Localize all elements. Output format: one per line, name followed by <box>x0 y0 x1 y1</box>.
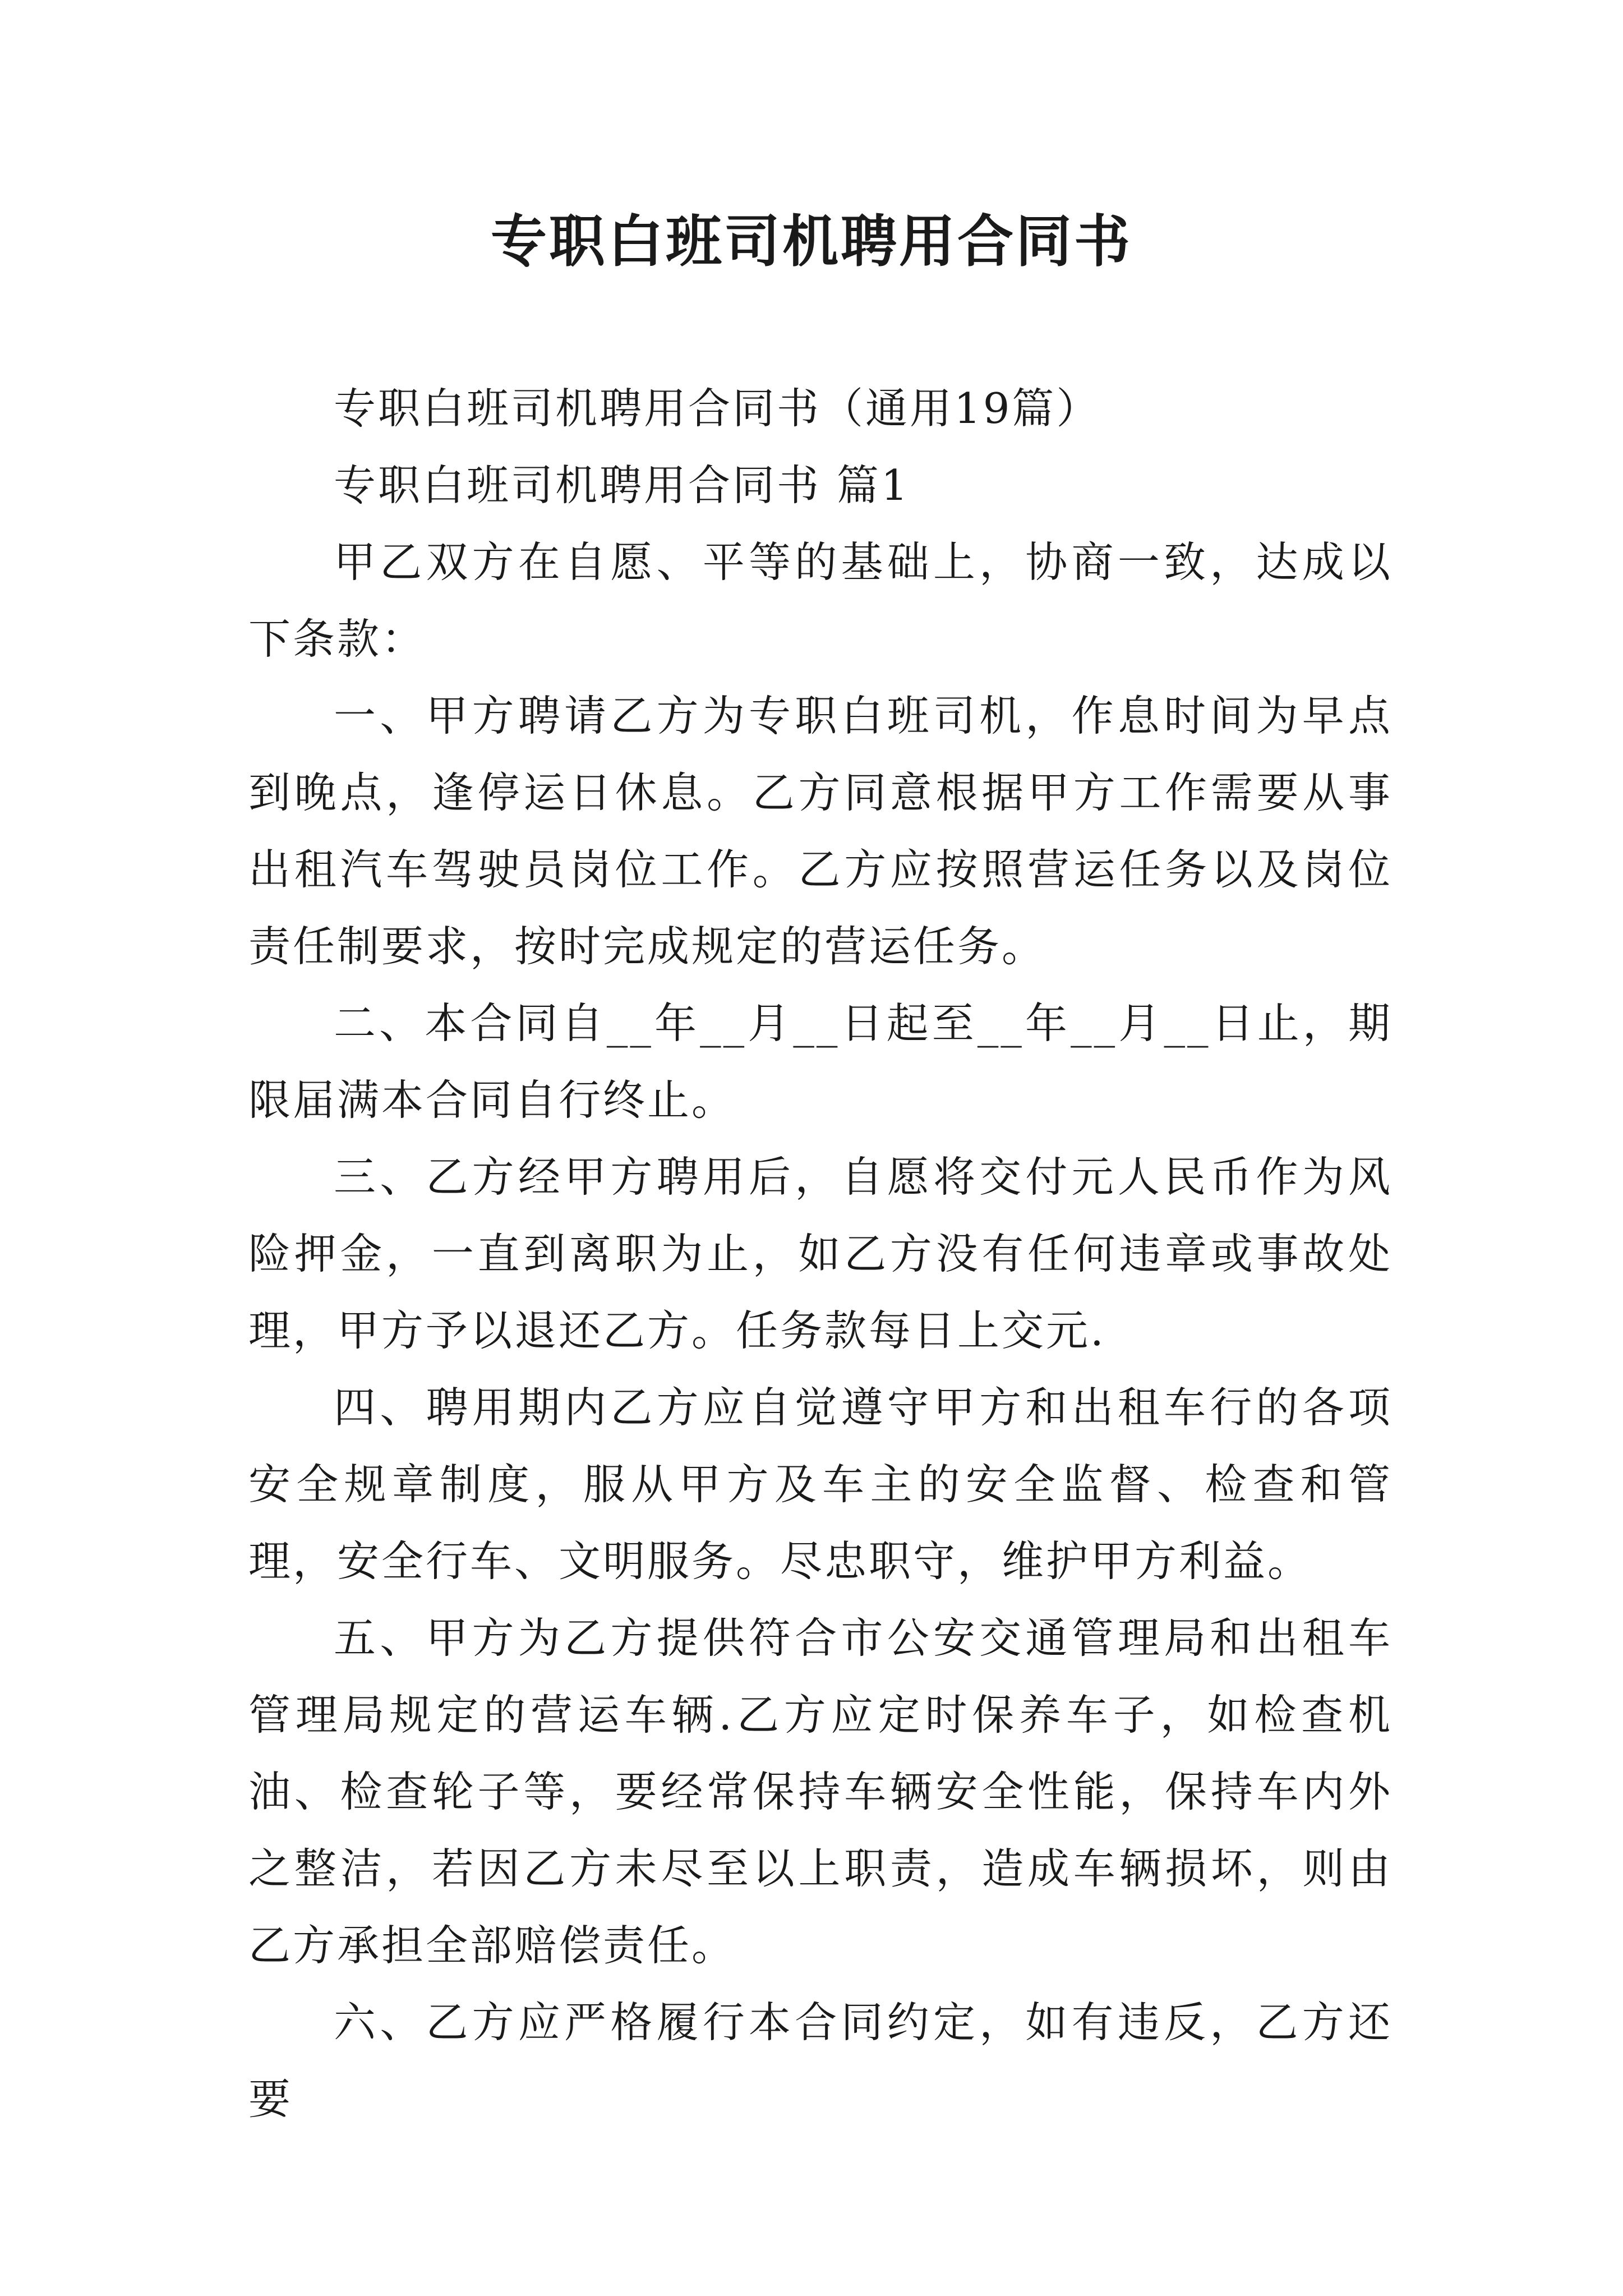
paragraph-clause-1: 一、甲方聘请乙方为专职白班司机，作息时间为早点到晚点，逢停运日休息。乙方同意根据甲方工作需要从事出租汽车驾驶员岗位工作。乙方应按照营运任务以及岗位责任制要求，按时完成规定的营运任务。 <box>248 691 1393 971</box>
paragraph-clause-4: 四、聘用期内乙方应自觉遵守甲方和出租车行的各项安全规章制度，服从甲方及车主的安全监督、检查和管理，安全行车、文明服务。尽忠职守，维护甲方利益。 <box>248 1383 1393 1586</box>
paragraph-intro: 甲乙双方在自愿、平等的基础上，协商一致，达成以下条款： <box>248 537 1393 664</box>
document-body <box>248 370 1393 2138</box>
paragraph-heading: 专职白班司机聘用合同书（通用19篇） <box>334 384 1101 433</box>
paragraph-clause-2: 二、本合同自__年__月__日起至__年__月__日止，期限届满本合同自行终止。 <box>248 999 1393 1125</box>
paragraph-clause-6: 六、乙方应严格履行本合同约定，如有违反，乙方还要 <box>248 1998 1393 2124</box>
document-title: 专职白班司机聘用合同书 <box>491 208 1132 274</box>
paragraph-clause-3: 三、乙方经甲方聘用后，自愿将交付元人民币作为风险押金，一直到离职为止，如乙方没有任何违章或事故处理，甲方予以退还乙方。任务款每日上交元. <box>248 1152 1393 1355</box>
paragraph-clause-5: 五、甲方为乙方提供符合市公安交通管理局和出租车管理局规定的营运车辆.乙方应定时保养车子，如检查机油、检查轮子等，要经常保持车辆安全性能，保持车内外之整洁，若因乙方未尽至以上职责，造成车辆损坏，则由乙方承担全部赔偿责任。 <box>248 1613 1393 1970</box>
paragraph-section-title: 专职白班司机聘用合同书 篇1 <box>334 461 910 510</box>
